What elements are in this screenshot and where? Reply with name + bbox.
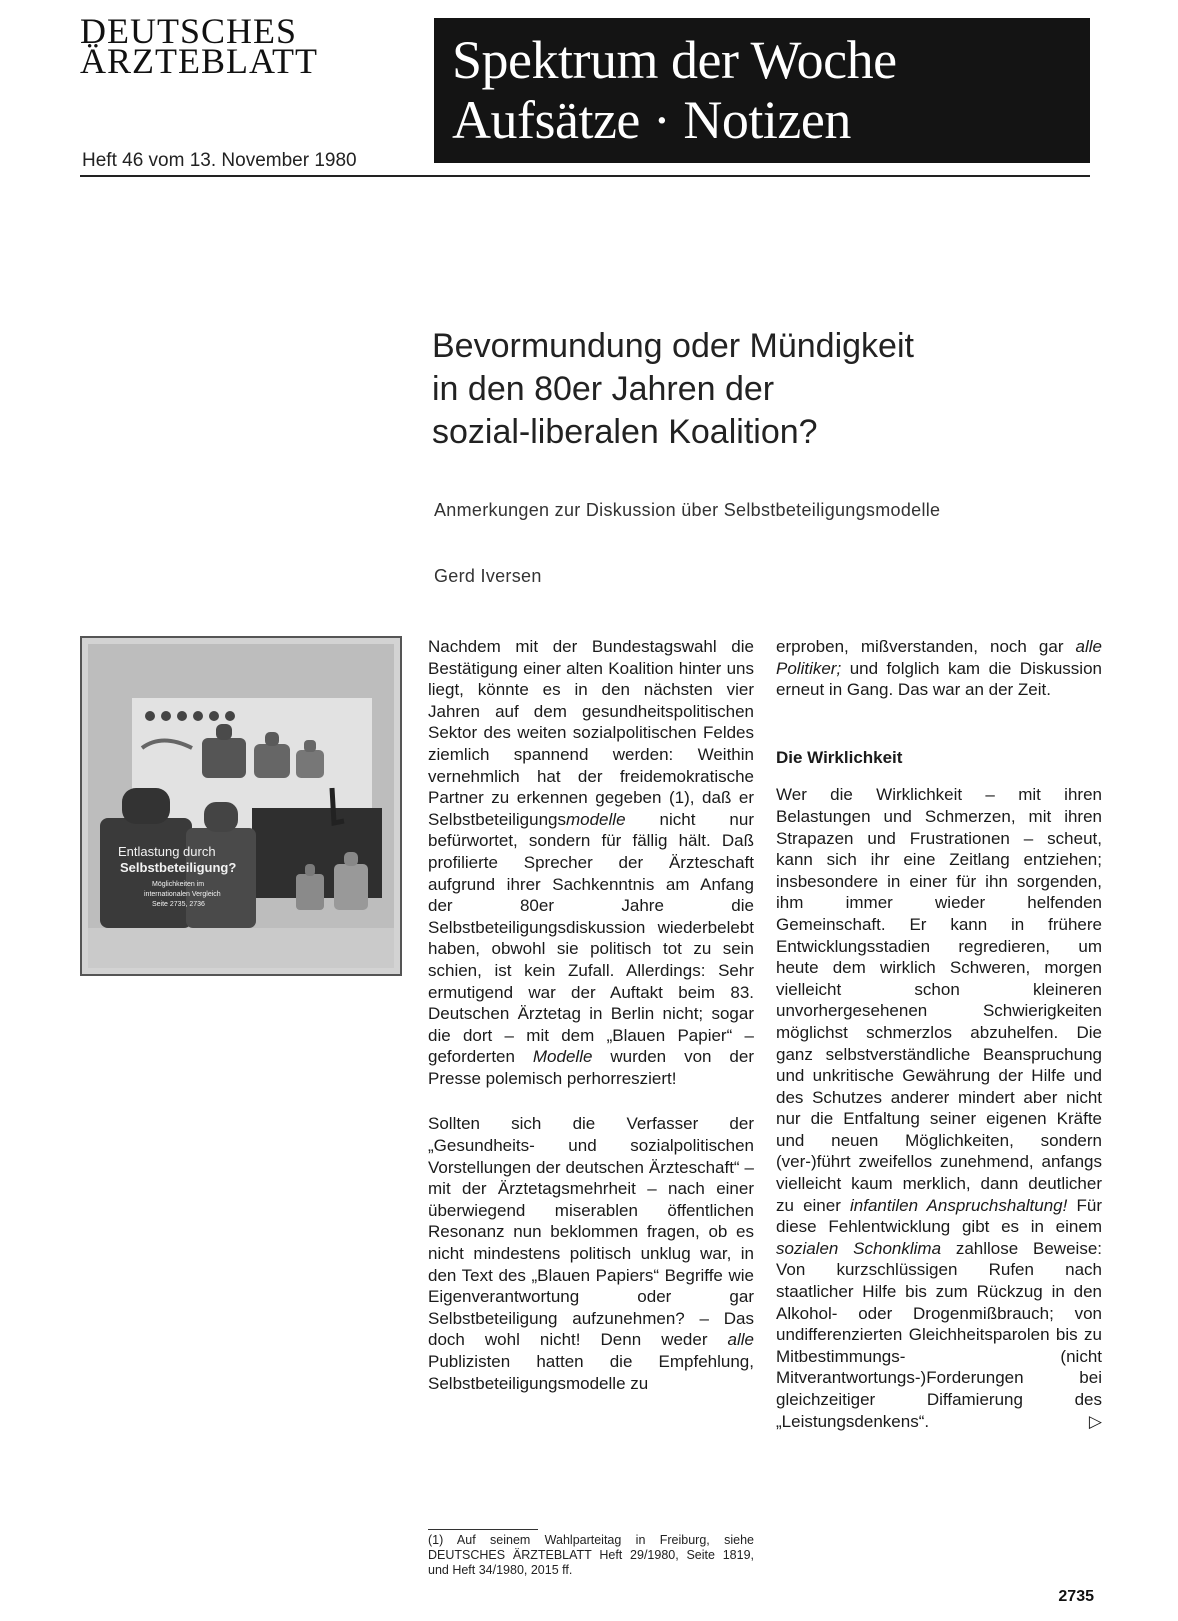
article-subtitle: Anmerkungen zur Diskussion über Selbstbeteiligungsmodelle xyxy=(434,500,941,520)
paragraph xyxy=(776,636,1102,701)
article-title xyxy=(432,325,1112,454)
emphasis: Modelle xyxy=(532,1047,593,1067)
text-run: Nachdem mit der Bundestagswahl die Bestätigung einer alten Koalition hinter uns liegt, könnte es in den nächsten vier Jahren auf dem gesundheitspolitischen Sektor des weiten sozialpolitischen Feldes ziemlich spannend werden: Weithin vernehmlich hat der freidemokratische Partner zu erkennen gegeben (1), daß er Selbstbeteiligungs xyxy=(428,637,754,829)
emphasis: infantilen Anspruchshaltung! xyxy=(850,1195,1068,1215)
section-banner xyxy=(434,18,1090,163)
masthead-logo xyxy=(80,11,410,81)
paragraph xyxy=(776,784,1102,1432)
text-run: Sollten sich die Verfasser der „Gesundheits- und sozialpolitischen Vorstellungen der deutschen Ärzteschaft“ – mit der Ärztetagsmehrheit – nach einer überwiegend miserablen öffentlichen Resonanz nun beklommen fragen, ob es nicht mindestens politisch unklug war, in den Text des „Blauen Papiers“ Begriffe wie Eigenverantwortung oder gar Selbstbeteiligung aufzunehmen? – Das doch wohl nicht! Denn weder xyxy=(428,1114,754,1350)
text-run: Wer die Wirklichkeit – mit ihren Belastungen und Schmerzen, mit ihren Strapazen und Frustrationen – scheut, kann sich ihr eine Zeitlang entziehen; insbesondere in einer für ihn sorgenden, ihm immer wieder helfenden Gemeinschaft. Er kann in frühere Entwicklungsstadien regredieren, um heute dem wirklich Schweren, morgen vielleicht schon kleineren unvorhergesehenen Schwierigkeiten möglichst schmerzlos abzuhelfen. Die ganz selbstverständliche Beanspruchung und unkritische Gewährung der Hilfe und des Schutzes anderer mindert aber nicht nur die Entfaltung seiner eigenen Kräfte und neuen Möglichkeiten, sondern (ver-)führt zweifellos zunehmend, anfangs vielleicht kaum merklich, dann deutlicher zu einer xyxy=(776,785,1102,1215)
emphasis: modelle xyxy=(565,809,626,829)
text-run: zahllose Beweise: Von kurzschlüssigen Rufen nach staatlicher Hilfe bis zum Rückzug in den Alkohol- oder Drogenmißbrauch; von undifferenzierten Gleichheitsparolen bis zu Mitbestimmungs- (nicht Mitverantwortungs-)Forderungen bei gleichzeitiger Diffamierung des „Leistungsdenkens“. xyxy=(776,1238,1102,1431)
emphasis: alle xyxy=(727,1330,754,1350)
title-line-1: Bevormundung oder Mündigkeit xyxy=(432,327,914,365)
continued-arrow-icon: ▷ xyxy=(1088,1411,1102,1431)
section-heading: Die Wirklichkeit xyxy=(776,747,903,767)
article-column-1 xyxy=(428,636,754,1418)
title-line-2: in den 80er Jahren der xyxy=(432,370,775,408)
emphasis: sozialen Schonklima xyxy=(776,1238,942,1258)
section-banner-line-2: Aufsätze · Notizen xyxy=(452,90,851,150)
text-run: erproben, mißverstanden, noch gar xyxy=(776,637,1076,656)
header-rule xyxy=(80,175,1090,177)
figure-label-3: Möglichkeiten im xyxy=(152,881,205,888)
article-column-2 xyxy=(776,636,1102,1456)
title-line-3: sozial-liberalen Koalition? xyxy=(432,413,818,451)
footnote-rule xyxy=(428,1529,538,1530)
text-run: Für diese Fehlentwicklung gibt es in einem xyxy=(776,1195,1102,1237)
paragraph xyxy=(428,636,754,1089)
section-banner-line-1: Spektrum der Woche xyxy=(452,30,897,90)
figure-label-1: Entlastung durch xyxy=(118,844,216,859)
text-run: und folglich kam die Diskussion erneut in Gang. Das war an der Zeit. xyxy=(776,658,1102,700)
masthead-line-1: DEUTSCHES xyxy=(80,11,298,51)
figure-label-5: Seite 2735, 2736 xyxy=(152,901,205,908)
weights-photo xyxy=(80,636,402,976)
text-run: wurden von der Presse polemisch perhorresziert! xyxy=(428,1047,754,1088)
page-number: 2735 xyxy=(1058,1588,1094,1605)
figure-label-4: internationalen Vergleich xyxy=(144,891,221,898)
footnote: (1) Auf seinem Wahlparteitag in Freiburg, siehe DEUTSCHES ÄRZTEBLATT Heft 29/1980, Seite 1819, und Heft 34/1980, 2015 ff. xyxy=(428,1533,754,1577)
text-run: nicht nur befürwortet, sondern für fällig hält. Daß profilierte Sprecher der Ärzteschaft aufgrund ihrer Sachkenntnis am Anfang der 80er Jahre die Selbstbeteiligungsdiskussion wiederbelebt haben, obwohl sie politisch tot zu sein schien, ist kein Zufall. Allerdings: Sehr ermutigend war der Auftakt beim 83. Deutschen Ärztetag in Berlin nicht; sogar die dort – mit dem „Blauen Papier“ – geforderten xyxy=(428,809,754,1067)
weights-illustration xyxy=(82,638,400,974)
figure-label-2: Selbstbeteiligung? xyxy=(120,860,237,875)
masthead-line-2: ÄRZTEBLATT xyxy=(80,41,318,81)
paragraph xyxy=(428,1113,754,1394)
text-run: Publizisten hatten die Empfehlung, Selbstbeteiligungsmodelle zu xyxy=(428,1352,754,1393)
emphasis: alle Politiker; xyxy=(776,637,1102,678)
issue-date: Heft 46 vom 13. November 1980 xyxy=(82,150,357,171)
article-author: Gerd Iversen xyxy=(434,566,542,586)
